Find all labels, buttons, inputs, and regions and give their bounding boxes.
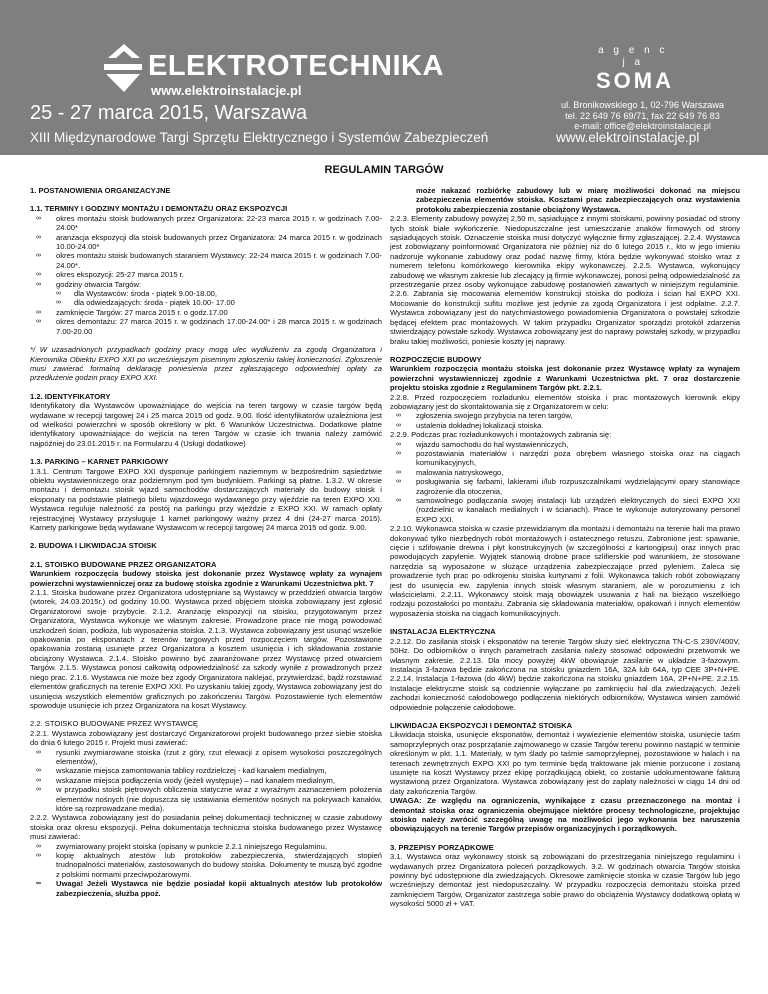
agency-logo	[596, 45, 674, 93]
plug-logo-icon	[100, 40, 146, 96]
bold-paragraph: Warunkiem rozpoczęcia budowy stoiska jest dokonanie przez Wystawcę wpłaty za wynajem powierzchni wystawienniczej oraz za budowę stoiska zgodnie z Warunkami Uczestnictwa pkt. 7	[30, 569, 382, 588]
list-item: ∞ godziny otwarcia Targów:	[30, 280, 382, 289]
paragraph: 2.2.1. Wystawca zobowiązany jest dostarczyć Organizatorowi projekt budowanego przez siebie stoiska do dnia 6 lutego 2015 r. Projekt musi zawierać:	[30, 728, 382, 748]
section-heading: 3. PRZEPISY PORZĄDKOWE	[390, 842, 494, 852]
section-heading: 1. POSTANOWIENIA ORGANIZACYJNE	[30, 186, 171, 195]
list-item: ∞ kopię aktualnych atestów lub protokołów zabezpieczenia, stwierdzających stopień trudnopalności materiałów, zastosowanych do budowy stoiska. Dokumenty te muszą być zgodne z polskimi normami przeciwpożarowymi.	[30, 851, 382, 879]
paragraph: 2.2.2. Wystawca zobowiązany jest do posiadania pełnej dokumentacji technicznej w czasie zabudowy stoiska oraz okresu ekspozycji. Pełna dokumentacja techniczna stoiska budowanego przez Wystawcę musi zawierać:	[30, 813, 382, 842]
list-item: ∞ samowolnego podłączania swojej instalacji lub urządzeń elektrycznych do sieci EXPO XXI (rozdzielnic w kanałach medialnych i w ścianach). Prace te wykonuje autoryzowany personel EXPO XXI.	[390, 496, 740, 524]
list-item: ∞ pozostawiania materiałów i narzędzi poza obrębem własnego stoiska oraz na ciągach komunikacyjnych,	[390, 449, 740, 468]
sub-list-item: ∞ dla odwiedzających: środa - piątek 10.00- 17.00	[30, 298, 382, 307]
fair-name: XIII Międzynarodowe Targi Sprzętu Elektrycznego i Systemów Zabezpieczeń	[30, 130, 489, 145]
agency-phone: tel. 22 649 76 69/71, fax 22 649 76 83	[565, 110, 720, 121]
paragraph: 2.1.1. Stoiska budowane przez Organizatora udostępniane są Wystawcy w przeddzień otwarcia targów (wtorek, 24.03.2015r.) od godziny 10.00. Wystawca przed objęciem stoiska zobowiązany jest zgłosić Organizatorowi swoje przybycie. 2.1.2. Aranżację ekspozycji na stoisku, przygotowanym przez Organizatora, Wystawca wykonuje we własnym zakresie. Prowadzone prace nie mogą powodować uszkodzeń ścian, podłoża, lub wyposażenia stoiska. 2.1.3. Wystawca zobowiązany jest usunąć wszelkie opakowania po eksponatach z terenów targowych przed rozpoczęciem targów. Pozostawione opakowania zostaną usunięte przez Organizatora a kosztem usunięcia i ich składowania zostanie obciążony Wystawca. 2.1.4. Stoisko powinno być zaaranżowane przez Wystawcę przed otwarciem Targów. 2.1.5. Wystawca ponosi całkowitą odpowiedzialność za szkody wyniłe z prowadzonych przez niego prac. 2.1.6. Wystawca nie może bez zgody Organizatora naklejać, przytwierdzać, bądź rozstawiać elementów graficznych na terenie EXPO XXI. Po uzyskaniu takiej zgody, Wystawca zobowiązany jest do usunięcia wszystkich elementów graficznych po zakończeniu Targów. Pozostawienie tych elementów spowoduje usunięcie ich przez Organizatora na koszt Wystawcy.	[30, 588, 382, 710]
event-website[interactable]: www.elektroinstalacje.pl	[556, 130, 700, 145]
agency-contact	[555, 100, 730, 132]
header-banner	[0, 0, 768, 155]
brand-name: ELEKTROTECHNIKA	[148, 50, 444, 82]
agency-email[interactable]: e-mail: office@elektroinstalacje.pl	[574, 121, 711, 131]
list-item: ∞ rysunki zwymiarowane stoiska (rzut z góry, rzut elewacji z opisem wysokości poszczególnych elementów),	[30, 748, 382, 767]
list-item: ∞ wjazdu samochodu do hal wystawienniczych,	[390, 440, 740, 449]
paragraph: 1.3.1. Centrum Targowe EXPO XXI dysponuje parkingiem naziemnym w bezpośrednim sąsiedztwie obiektu wystawienniczego oraz podziemnym pod tym budynkiem. Parkingi są płatne. 1.3.2. W okresie montażu i demontażu stoisk wjazd samochodów dostarczających materiały do budowy stoisk i eksponaty na podstawie płatnego biletu wjazdowego wydawanego przy wjeździe na teren EXPO XXI. Wystawca reguluje należność za postój na parkingu przy wjeździe z EXPO XXI. W ramach opłaty rejestracyjnej Wystawcy przysługuje 1 karnet parkingowy ważny przez 4 dni (24-27 marca 2015). Karnety parkingowe będą wydawane Wystawcom w recepcji targowej 24 marca 2015 od godz. 9.00.	[30, 466, 382, 532]
paragraph: 3.1. Wystawca oraz wykonawcy stoisk są zobowiązani do przestrzegania niniejszego regulaminu i wydawanych przez Organizatora poleceń porządkowych. 3.2. W godzinach otwarcia Targów stoiska powinny być udostępnione dla zwiedzających. Okresowe zamknięcie stoiska w czasie Targów lub jego wcześniejszy demontaż jest niedopuszczalny. W przypadku rozpoczęcia demontażu stoiska przed zamknięciem Targów, Organizator zastrzega sobie prawo do obciążenia Wystawcy dodatkową opłatą w wysokości 5000 zł + VAT.	[390, 852, 740, 909]
warning-text: ∞ Uwaga! Jeżeli Wystawca nie będzie posiadał kopii aktualnych atestów lub protokołów zabezpieczenia, służba ppoż.	[30, 879, 382, 898]
list-item: ∞ wskazanie miejsca podłączenia wody (jeżeli występuje) – nad kanałem medialnym,	[30, 776, 382, 785]
section-heading: 1.2. IDENTYFIKATORY	[30, 391, 111, 401]
section-heading: LIKWIDACJA EKSPOZYCJI I DEMONTAŻ STOISKA	[390, 720, 573, 730]
list-item: ∞ malowania natryskowego,	[390, 468, 740, 477]
section-heading: 2. BUDOWA I LIKWIDACJA STOISK	[30, 541, 157, 551]
section-heading: INSTALACJA ELEKTRYCZNA	[390, 627, 496, 637]
paragraph: 2.2.10. Wykonawca stoiska w czasie przewidzianym dla montażu i demontażu na terenie hali ma prawo dokonywać tylko niezbędnych robót montażowych i ostatecznego retuszu. Zabronione jest: spawanie, cięcie i szlifowanie drewna i płyt konstrukcyjnych (w szczególności z kartongipsu) oraz innych prac powodujących zapylenie. Wyjątek stanowią drobne prace szlifierskie pod warunkiem, że stosowane narzędzia są wyposażone w służące urządzenia zabezpieczające przed pyleniem. Zaleca się prowadzenie tych prac po odkrojeniu stoiska kurtynami z folii. Wykonawca takich robót zobowiązany jest do usunięcia ew. zapylenia innych stoisk własnym staraniem, ale w porozumieniu z ich właścicielami. 2.2.11. Wykonawcy stoisk mają obowiązek usuwania z hali na bieżąco wszelkiego rodzaju pozostałości po montażu. Zabrania się składowania materiałów, opakowań i innych elementów wyposażenia stoiska na ciągach komunikacyjnych.	[390, 524, 740, 618]
footnote: */ W uzasadnionych przypadkach godziny pracy mogą ulec wydłużeniu za zgodą Organizatora i Kierownika Obiektu EXPO XXI po wcześniejszym pisemnym zgłoszeniu takiej konieczności. Zgłoszenie musi zawierać formalną deklarację poniesienia przez zgłaszającego odpowiedniej opłaty za przedłużenie godzin pracy EXPO XXI.	[30, 345, 382, 383]
left-column	[30, 186, 382, 898]
section-heading: 1.3. PARKING – KARNET PARKIGOWY	[30, 457, 169, 467]
paragraph: 2.2.3. Elementy zabudowy powyżej 2,50 m, sąsiadujące z innymi stoiskami, powinny posiadać od strony tych stoisk białe wykończenie. Niedopuszczalne jest umieszczanie znaków firmowych od strony sąsiadujących stoisk. Oznaczenie stoiska musi dotyczyć wyłącznie firmy zgłaszającej. 2.2.4. Wystawca jest zobowiązany poinformować Organizatora nie później niż do 6 lutego 2015 r., kto w jego imieniu nadzoruje wykonanie zabudowy oraz podać nazwę firmy, która będzie wykonywać stoisko wraz z numerem telefonu komórkowego kierownika ekipy wykonawczej. 2.2.5. Wystawca, wykonujący zabudowę we własnym zakresie lub zlecający ją firmie wykonawczej, ponosi pełną odpowiedzialność za przestrzeganie przez osoby wykonujące zabudowę postanowień zawartych w niniejszym regulaminie. 2.2.6. Zabrania się mocowania elementów konstrukcji stoiska do podłoża i ścian hal EXPO XXI. Mocowanie do konstrukcji sufitu możliwe jest jedynie za zgodą Organizatora i jest odpłatne. 2.2.7. Wystawca zobowiązany jest do natychmiastowego powiadomienia Organizatora o powstałej szkodzie będącej efektem prac montażowych. W takim przypadku Organizator sporządzi protokół zdarzenia stwierdzający powstałe szkody. Wystawca zobowiązany jest do naprawy powstałej szkody, w przypadku braku takiej możliwości, poniesie koszty jej naprawy.	[390, 214, 740, 346]
document-title: REGULAMIN TARGÓW	[324, 164, 444, 176]
event-dates: 25 - 27 marca 2015, Warszawa	[30, 102, 308, 124]
warning-text: może nakazać rozbiórkę zabudowy lub w miarę możliwości dokonać na miejscu zabezpieczenia elementów stoiska. Kosztami prac zabezpieczających oraz wystawienia protokołu zabezpieczenia zostanie obciążony Wystawca.	[416, 186, 740, 214]
list-item: ∞ wskazanie miejsca zamontowania tablicy rozdzielczej - kad kanałem medialnym,	[30, 766, 382, 775]
agency-name: SOMA	[596, 68, 674, 93]
warning-text: UWAGA: Ze względu na ograniczenia, wynikające z czasu przeznaczonego na montaż i demontaż stoiska oraz ograniczenia obejmujące niektóre procesy technologiczne, projektując stoisko należy zwrócić szczególną uwagę na możliwości jego wykonania bez naruszenia obowiązujących na terenie Targów przepisów organizacyjnych i porządkowych.	[390, 796, 740, 834]
bold-paragraph: Warunkiem rozpoczęcia montażu stoiska jest dokonanie przez Wystawcę wpłaty za wynajem powierzchni wystawienniczej zgodnie z Warunkami Uczestnictwa pkt. 7 oraz dostarczenie projektu stoiska zgodnie z Regulaminem Targów pkt. 2.2.1.	[390, 364, 740, 393]
list-item: ∞ zgłoszenia swojego przybycia na teren targów,	[390, 411, 740, 420]
agency-address: ul. Bronikowskiego 1, 02-796 Warszawa	[560, 100, 725, 110]
section-heading: ROZPOCZĘCIE BUDOWY	[390, 354, 482, 364]
list-item: ∞ okres montażu stoisk budowanych staraniem Wystawcy: 22-24 marca 2015 r. w godzinach 7.00-24.00*.	[30, 251, 382, 270]
list-item: ∞ aranżacja ekspozycji dla stoisk budowanych przez Organizatora: 24 marca 2015 r. w godzinach 10.00-24.00*	[30, 233, 382, 252]
paragraph: 2.2.12. Do zasilania stoisk i eksponatów na terenie Targów służy sieć elektryczna TN-C-S 230V/400V, 50Hz. Do odbiorników o innych parametrach zasilania należy stosować odpowiedni przetwornik we własnym zakresie. 2.2.13. Dla mocy powyżej 4kW obowiązuje zasilanie w układzie 3-fazowym. Instalacja 3-fazowa będzie zakończona na stoisku gniazdem 16A, 32A lub 64A, typ CEE 3P+N+PE. 2.2.14. Instalacja 1-fazowa (do 4kW) będzie zakończona na stoisku gniazdem 16A, 2P+N+PE. 2.2.15. Instalacje elektryczne stoisk są codziennie wyłączane po zamknięciu hal dla zwiedzających. Jeżeli zachodzi konieczność całodobowego podłączenia niektórych odbiorników, Wystawca winien zamówić odpowiednie połączenie całodobowe.	[390, 636, 740, 712]
section-heading: 2.2. STOISKO BUDOWANE PRZEZ WYSTAWCĘ	[30, 719, 198, 729]
right-column	[390, 186, 740, 909]
list-item: ∞ okres montażu stoisk budowanych przez Organizatora: 22-23 marca 2015 r. w godzinach 7.00-24.00*	[30, 214, 382, 233]
paragraph: Likwidacja stoiska, usunięcie eksponatów, demontaż i wywiezienie elementów stoiska, usunięcie taśm samoprzylepnych oraz posprzątanie zajmowanego w czasie Targów terenu powinno nastąpić w terminie określonym w pkt. 1.1. Materiały, w tym ślady po taśmie samoprzylepnej, pozostawione w halach i na terenach zewnętrznych EXPO XXI po tym terminie będą traktowane jak mienie porzucone i zostaną usunięte na koszt Wystawcy przez ekipę porządkującą obiekt, co zostanie udokumentowane fakturą wystawioną przez Organizatora. Wystawca zobowiązany jest do zapłaty należności w ciągu 14 dni od daty zakończenia Targów.	[390, 730, 740, 796]
paragraph: 2.2.8. Przed rozpoczęciem rozładunku elementów stoiska i prac montażowych kierownik ekipy zobowiązany jest do skontaktowania się z Organizatorem w celu:	[390, 392, 740, 411]
list-item: ∞ ustalenia dokładnej lokalizacji stoiska.	[390, 421, 740, 430]
list-item: ∞ w przypadku stoisk piętrowych obliczenia statyczne wraz z wyraźnym zaznaczeniem położenia elementów nośnych (nie dopuszcza się ustawiania elementów nośnych na pokrywach kanałów, które są rozprowadzane media).	[30, 785, 382, 813]
list-item: ∞ okres demontażu: 27 marca 2015 r. w godzinach 17.00-24.00* i 28 marca 2015 r. w godzinach 7.00-20.00	[30, 317, 382, 336]
list-item: ∞ zwymiarowany projekt stoiska (opisany w punkcie 2.2.1 niniejszego Regulaminu,	[30, 842, 382, 851]
sub-list-item: ∞ dla Wystawców: środa - piątek 9.00-18.00,	[30, 289, 382, 298]
section-heading: 2.1. STOISKO BUDOWANE PRZEZ ORGANIZATORA	[30, 559, 217, 569]
brand-url[interactable]: www.elektroinstalacje.pl	[151, 83, 302, 98]
list-item: ∞ posługiwania się farbami, lakierami i/lub rozpuszczalnikami wydzielającymi opary stanowiące zagrożenie dla otoczenia,	[390, 477, 740, 496]
agency-word: a g e n c j a	[598, 45, 668, 68]
list-item: ∞ zamknięcie Targów: 27 marca 2015 r. o godz.17.00	[30, 308, 382, 317]
list-item: ∞ okres ekspozycji: 25-27 marca 2015 r.	[30, 270, 382, 279]
section-heading: 1.1. TERMINY I GODZINY MONTAŻU I DEMONTAŻU ORAZ EKSPOZYCJI	[30, 204, 288, 214]
paragraph: 2.2.9. Podczas prac rozładunkowych i montażowych zabrania się:	[390, 430, 612, 440]
paragraph: Identyfikatory dla Wystawców upoważniające do wejścia na teren targowy w czasie targów będą wydawane w recepcji targowej 24 i 25 marca 2015 od godz. 9.00. Ilość identyfikatorów uzależniona jest od wielkości powierzchni w sposób określony w pkt. 6 Warunków Uczestnictwa. Dodatkowe płatne identyfikatory upoważniające do wejścia na teren Targów w czasie ich trwania należy zamówić najpóźniej do 23.01.2015 r. na Formularzu 4 (Usługi dodatkowe)	[30, 401, 382, 448]
